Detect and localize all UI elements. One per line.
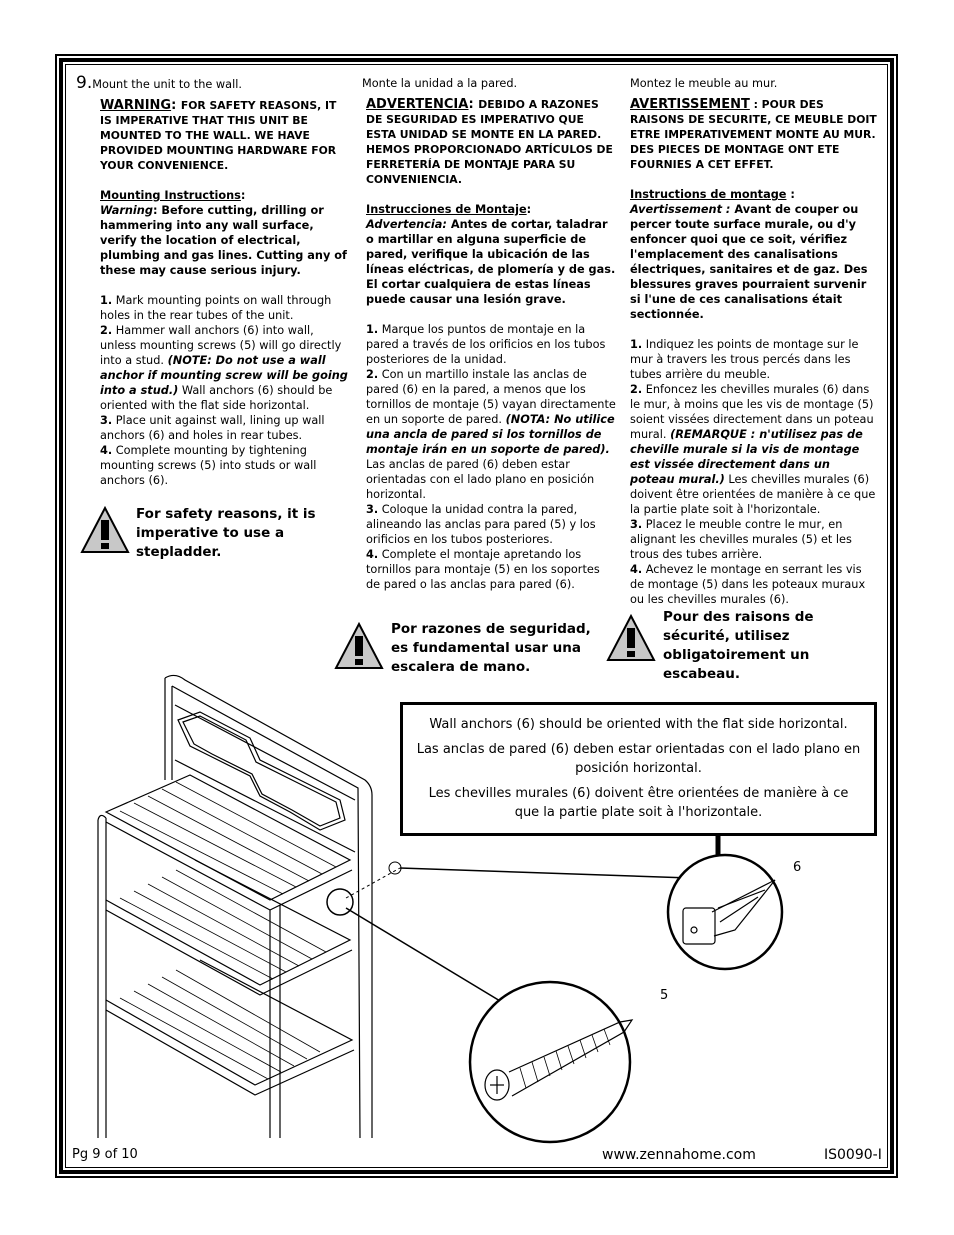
screw-part-label: 5 (660, 988, 669, 1003)
french-mounting-warning-label: Avertissement : (630, 203, 731, 216)
french-column: Montez le meuble au mur. AVERTISSEMENT : POUR DES RAISONS DE SECURITE, CE MEUBLE DOIT ETRE IMPERATIVEMENT MONTE AU MUR. DES PIECES DE MONTAGE ONT ETE FOURNIES A CET EFFET. Instructions de montage : Avertissement : Avant de couper ou percer toute surface murale, ou d'y enfoncer quoi que ce soit, vérifiez l'emplacement des canalisations électriques, sanitaires et de gaz. Des blessures graves pourraient survenir si l'une de ces canalisations était sectionnée. 1. Indiquez les points de montage sur le mur à travers les trous percés dans les tubes arrière du meuble. 2. Enfoncez les chevilles murales (6) dans le mur, à moins que les vis de montage (5) soient vissées directement dans un poteau mural. (REMARQUE : n'utilisez pas de cheville murale si la vis de montage est vissée directement dans un poteau mural.) Les chevilles murales (6) doivent être orientées de manière à ce que la partie plate soit à l'horizontale. 3. Placez le meuble contre le mur, en alignant les chevilles murales (5) et les trous des tubes arrière. 4. Achevez le montage en serrant les vis de montage (5) dans les poteaux muraux ou les chevilles murales (6). (630, 77, 877, 606)
orientation-note-box (400, 702, 877, 836)
english-safety-note: For safety reasons, it is imperative to use a stepladder. (136, 506, 316, 560)
note-en: Wall anchors (6) should be oriented with the flat side horizontal. (429, 717, 848, 732)
french-warning-text: : POUR DES RAISONS DE SECURITE, CE MEUBLE DOIT ETRE IMPERATIVEMENT MONTE AU MUR. DES PIECES DE MONTAGE ONT ETE FOURNIES A CET EFFET. (630, 98, 877, 171)
english-step-1: 1. Mark mounting points on wall through holes in the rear tubes of the unit. 2. Hammer wall anchors (6) into wall, unless mounting screws (5) will go directly into a stud. (NOTE: Do not use a wall anchor if mounting screw will be going into a stud.) Wall anchors (6) should be oriented with the flat side horizontal. 3. Place unit against wall, lining up wall anchors (6) and holes in rear tubes. 4. Complete mounting by tightening mounting screws (5) into studs or wall anchors (6). (100, 294, 348, 487)
french-mounting-title: Instructions de montage (630, 188, 787, 201)
english-mounting-warning-label: Warning (100, 204, 153, 217)
website: www.zennahome.com (602, 1147, 756, 1163)
note-fr: Les chevilles murales (6) doivent être orientées de manière à ce que la partie plate soit à l'horizontale. (428, 786, 849, 820)
page-number: Pg 9 of 10 (72, 1147, 138, 1162)
english-column: 9.Mount the unit to the wall. WARNING: FOR SAFETY REASONS, IT IS IMPERATIVE THAT THIS UNIT BE MOUNTED TO THE WALL. WE HAVE PROVIDED MOUNTING HARDWARE FOR YOUR CONVENIENCE. Mounting Instructions: Warning: Before cutting, drilling or hammering into any wall surface, verify the location of electrical, plumbing and gas lines. Cutting any of these may cause serious injury. 1. Mark mounting points on wall through holes in the rear tubes of the unit. 2. Hammer wall anchors (6) into wall, unless mounting screws (5) will go directly into a stud. (NOTE: Do not use a wall anchor if mounting screw will be going into a stud.) Wall anchors (6) should be oriented with the flat side horizontal. 3. Place unit against wall, lining up wall anchors (6) and holes in rear tubes. 4. Complete mounting by tightening mounting screws (5) into studs or wall anchors (6). (76, 73, 348, 487)
spanish-safety-note: Por razones de seguridad, es fundamental usar una escalera de mano. (391, 621, 591, 675)
english-warning-text: FOR SAFETY REASONS, IT IS IMPERATIVE THAT THIS UNIT BE MOUNTED TO THE WALL. WE HAVE PROVIDED MOUNTING HARDWARE FOR YOUR CONVENIENCE. (100, 99, 337, 172)
note-es: Las anclas de pared (6) deben estar orientadas con el lado plano en posición horizontal. (416, 742, 861, 776)
spanish-intro: Monte la unidad a la pared. (362, 77, 518, 90)
spanish-mounting-warning-label: Advertencia: (366, 218, 447, 231)
warning-triangle-icon (606, 614, 656, 662)
french-warning-label: AVERTISSEMENT (630, 97, 750, 112)
english-mounting-warning-text: : Before cutting, drilling or hammering into any wall surface, verify the location of electrical, plumbing and gas lines. Cutting any of these may cause serious injury. (100, 204, 347, 277)
english-warning-label: WARNING (100, 98, 172, 113)
french-steps: 1. Indiquez les points de montage sur le mur à travers les trous percés dans les tubes arrière du meuble. 2. Enfoncez les chevilles murales (6) dans le mur, à moins que les vis de montage (5) soient vissées directement dans un poteau mural. (REMARQUE : n'utilisez pas de cheville murale si la vis de montage est vissée directement dans un poteau mural.) Les chevilles murales (6) doivent être orientées de manière à ce que la partie plate soit à l'horizontale. 3. Placez le meuble contre le mur, en alignant les chevilles murales (5) et les trous des tubes arrière. 4. Achevez le montage en serrant les vis de montage (5) dans les poteaux muraux ou les chevilles murales (6). (630, 338, 876, 606)
spanish-mounting-warning-text: Antes de cortar, taladrar o martillar en alguna superficie de pared, verifique la ubicación de las líneas eléctricas, de plomería y de gas. El cortar cualquiera de estas líneas puede causar una lesión grave. (366, 218, 616, 306)
spanish-warning-label: ADVERTENCIA (366, 97, 469, 112)
french-mounting-warning-text: Avant de couper ou percer toute surface murale, ou d'y enfoncer quoi que ce soit, vérifiez l'emplacement des canalisations électriques, sanitaires et de gaz. Des blessures graves pourraient survenir si l'une de ces canalisations était sectionnée. (630, 203, 868, 321)
spanish-steps: 1. Marque los puntos de montaje en la pared a través de los orificios en los tubos posteriores de la unidad. 2. Con un martillo instale las anclas de pared (6) en la pared, a menos que los tornillos de montaje (5) vayan directamente en un soporte de pared. (NOTA: No utilice una ancla de pared si los tornillos de montaje irán en un soporte de pared). Las anclas de pared (6) deben estar orientadas con el lado plano en posición horizontal. 3. Coloque la unidad contra la pared, alineando las anclas para pared (5) y los orificios en los tubos posteriores. 4. Complete el montaje apretando los tornillos para montaje (5) en los soportes de pared o las anclas para pared (6). (366, 323, 616, 591)
spanish-warning-text: DEBIDO A RAZONES DE SEGURIDAD ES IMPERATIVO QUE ESTA UNIDAD SE MONTE EN LA PARED. HEMOS PROPORCIONADO ARTÍCULOS DE FERRETERÍA DE MONTAJE PARA SU CONVENIENCIA. (366, 98, 613, 186)
step-number: 9. (76, 73, 93, 93)
anchor-part-label: 6 (793, 860, 802, 875)
spanish-mounting-title: Instrucciones de Montaje (366, 203, 527, 216)
english-intro: Mount the unit to the wall. (92, 78, 242, 91)
warning-triangle-icon (334, 622, 384, 670)
spanish-column: Monte la unidad a la pared. ADVERTENCIA: DEBIDO A RAZONES DE SEGURIDAD ES IMPERATIVO QUE ESTA UNIDAD SE MONTE EN LA PARED. HEMOS PROPORCIONADO ARTÍCULOS DE FERRETERÍA DE MONTAJE PARA SU CONVENIENCIA. Instrucciones de Montaje: Advertencia: Antes de cortar, taladrar o martillar en alguna superficie de pared, verifique la ubicación de las líneas eléctricas, de plomería y de gas. El cortar cualquiera de estas líneas puede causar una lesión grave. 1. Marque los puntos de montaje en la pared a través de los orificios en los tubos posteriores de la unidad. 2. Con un martillo instale las anclas de pared (6) en la pared, a menos que los tornillos de montaje (5) vayan directamente en un soporte de pared. (NOTA: No utilice una ancla de pared si los tornillos de montaje irán en un soporte de pared). Las anclas de pared (6) deben estar orientadas con el lado plano en posición horizontal. 3. Coloque la unidad contra la pared, alineando las anclas para pared (5) y los orificios en los tubos posteriores. 4. Complete el montaje apretando los tornillos para montaje (5) en los soportes de pared o las anclas para pared (6). (362, 77, 616, 591)
document-code: IS0090-I (824, 1147, 882, 1163)
french-safety-note: Pour des raisons de sécurité, utilisez obligatoirement un escabeau. (663, 609, 814, 682)
warning-triangle-icon (80, 506, 130, 554)
english-mounting-title: Mounting Instructions (100, 189, 241, 202)
french-intro: Montez le meuble au mur. (630, 77, 778, 90)
